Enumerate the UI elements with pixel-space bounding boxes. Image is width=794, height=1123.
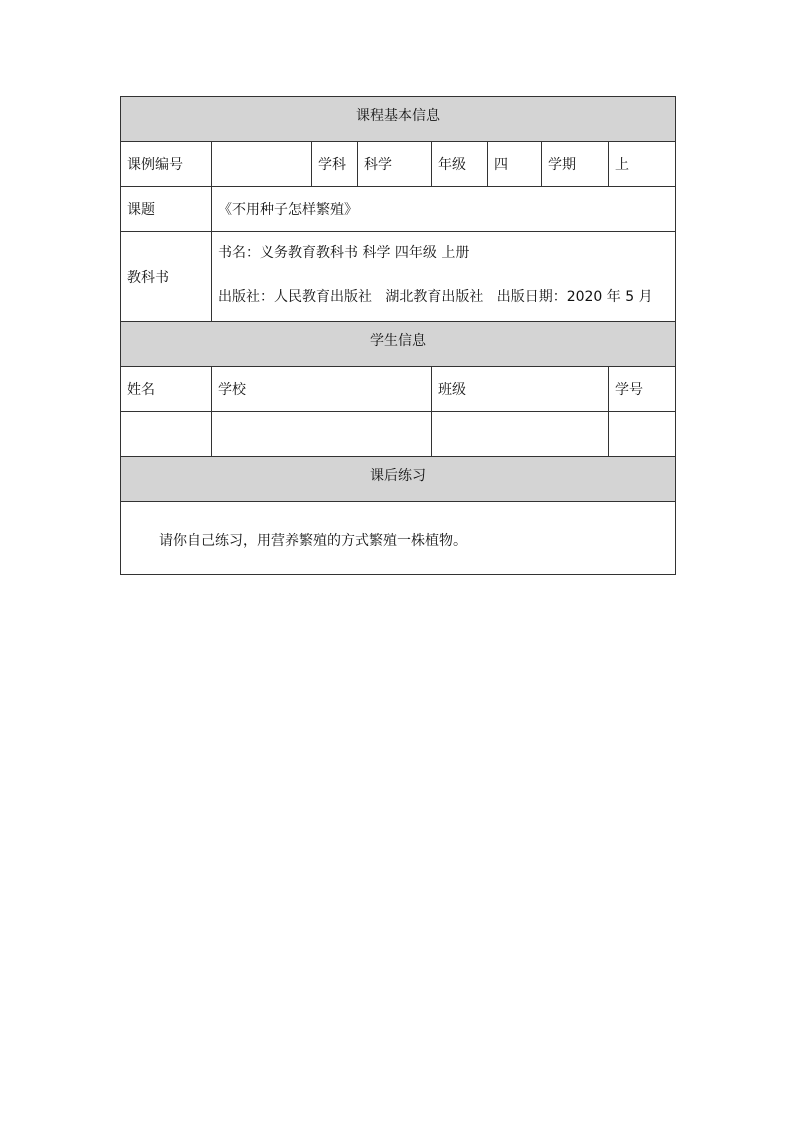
subject-value: 科学 bbox=[358, 142, 432, 187]
case-number-value bbox=[212, 142, 312, 187]
student-id-label bbox=[609, 367, 676, 412]
student-school-label: 学校 bbox=[212, 367, 432, 412]
subject-label: 学科 bbox=[312, 142, 358, 187]
semester-value: 上 bbox=[609, 142, 676, 187]
textbook-label: 教科书 bbox=[121, 232, 212, 322]
exercise-text: 请你自己练习，用营养繁殖的方式繁殖一株植物。 bbox=[121, 502, 676, 575]
student-id-label-text: 学号 bbox=[615, 382, 643, 398]
course-info-header: 课程基本信息 bbox=[121, 97, 676, 142]
student-class-label bbox=[432, 367, 609, 412]
topic-value: 《不用种子怎样繁殖》 bbox=[212, 187, 676, 232]
textbook-publisher-line: 出版社：人民教育出版社 湖北教育出版社 出版日期：2020 年 5 月 bbox=[218, 289, 653, 305]
grade-value: 四 bbox=[488, 142, 542, 187]
topic-label: 课题 bbox=[121, 187, 212, 232]
textbook-details bbox=[212, 232, 676, 322]
student-info-header: 学生信息 bbox=[121, 322, 676, 367]
course-form-table bbox=[120, 96, 676, 575]
student-id-field[interactable] bbox=[609, 412, 676, 457]
case-number-label: 课例编号 bbox=[121, 142, 212, 187]
student-name-label: 姓名 bbox=[121, 367, 212, 412]
student-class-field[interactable] bbox=[432, 412, 609, 457]
textbook-title-line: 书名：义务教育教科书 科学 四年级 上册 bbox=[218, 245, 470, 261]
student-name-field[interactable] bbox=[121, 412, 212, 457]
grade-label: 年级 bbox=[432, 142, 488, 187]
exercise-header: 课后练习 bbox=[121, 457, 676, 502]
student-class-label-text: 班级 bbox=[438, 382, 466, 398]
student-school-field[interactable] bbox=[212, 412, 432, 457]
semester-label: 学期 bbox=[542, 142, 609, 187]
